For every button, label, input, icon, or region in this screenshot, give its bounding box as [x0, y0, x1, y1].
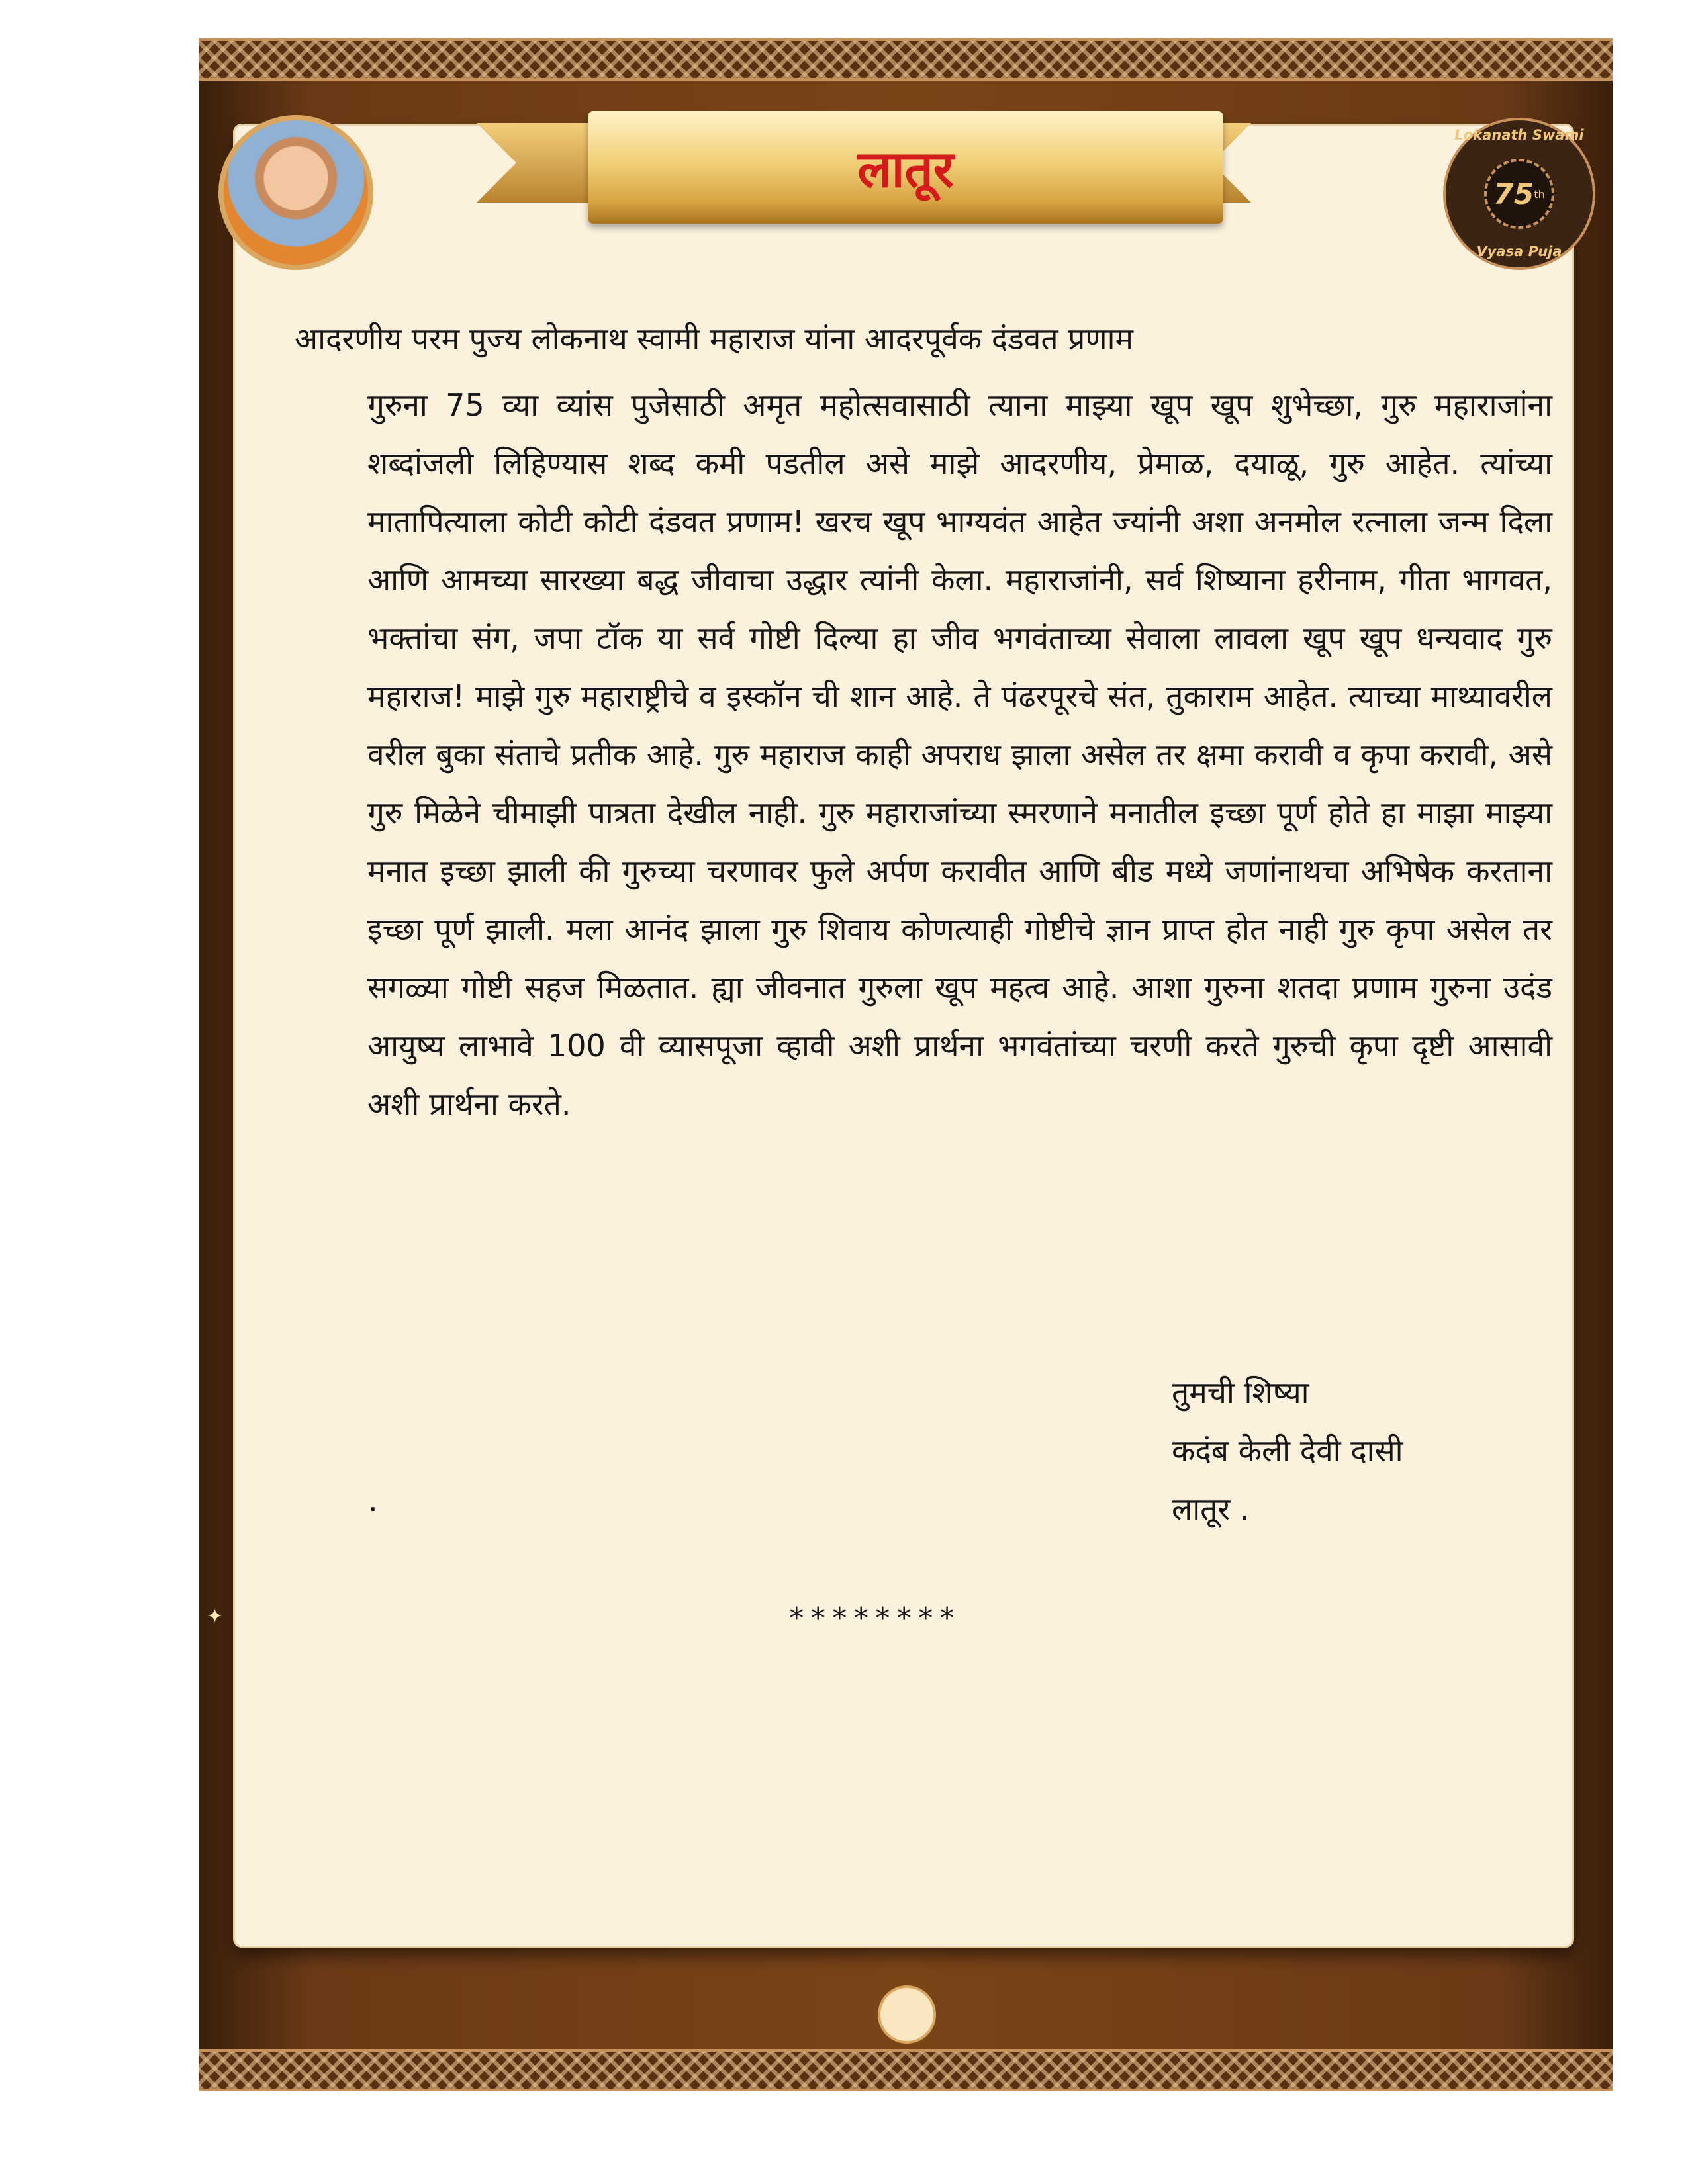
salutation: आदरणीय परम पुज्य लोकनाथ स्वामी महाराज यांना आदरपूर्वक दंडवत प्रणाम [295, 321, 1134, 357]
letter-body: गुरुना 75 व्या व्यांस पुजेसाठी अमृत महोत्सवासाठी त्याना माझ्या खूप खूप शुभेच्छा, गुरु महाराजांना शब्दांजली लिहिण्यास शब्द कमी पडतील असे माझे आदरणीय, प्रेमाळ, दयाळू, गुरु आहेत. त्यांच्या मातापित्याला कोटी कोटी दंडवत प्रणाम! खरच खूप भाग्यवंत आहेत ज्यांनी अशा अनमोल रत्नाला जन्म दिला आणि आमच्या सारख्या बद्ध जीवाचा उद्धार त्यांनी केला. महाराजांनी, सर्व शिष्याना हरीनाम, गीता भागवत, भक्तांचा संग, जपा टॉक या सर्व गोष्टी दिल्या हा जीव भगवंताच्या सेवाला लावला खूप खूप धन्यवाद गुरु महाराज! माझे गुरु महाराष्ट्रीचे व इस्कॉन ची शान आहे. ते पंढरपूरचे संत, तुकाराम आहेत. त्याच्या माथ्यावरील वरील बुका संताचे प्रतीक आहे. गुरु महाराज काही अपराध झाला असेल तर क्षमा करावी व कृपा करावी, असे गुरु मिळेने चीमाझी पात्रता देखील नाही. गुरु महाराजांच्या स्मरणाने मनातील इच्छा पूर्ण होते हा माझा माझ्या मनात इच्छा झाली की गुरुच्या चरणावर फुले अर्पण करावीत आणि बीड मध्ये जणांनाथचा अभिषेक करताना इच्छा पूर्ण झाली. मला आनंद झाला गुरु शिवाय कोणत्याही गोष्टीचे ज्ञान प्राप्त होत नाही गुरु कृपा असेल तर सगळ्या गोष्टी सहज मिळतात. ह्या जीवनात गुरुला खूप महत्व आहे. आशा गुरुना शतदा प्रणाम गुरुना उदंड आयुष्य लाभावे 100 वी व्यासपूजा व्हावी अशी प्रार्थना भगवंतांच्या चरणी करते गुरुची कृपा दृष्टी आसावी अशी प्रार्थना करते. [367, 387, 1552, 1122]
frame-bottom-border [199, 2049, 1613, 2091]
signature-block [1172, 1363, 1403, 1538]
vyasa-puja-seal [1443, 118, 1595, 270]
frame-top-border [199, 38, 1613, 81]
signature-name: कदंब केली देवी दासी [1172, 1433, 1403, 1469]
stray-dot: . [368, 1482, 378, 1518]
letter-content [295, 311, 1552, 1133]
signature-closing: तुमची शिष्या [1172, 1375, 1309, 1410]
signature-place: लातूर . [1172, 1491, 1250, 1527]
title-banner [588, 111, 1223, 224]
seal-suffix: th [1534, 187, 1545, 201]
seal-bottom-text: Vyasa Puja [1476, 244, 1562, 259]
seal-number: 75 [1493, 177, 1534, 211]
seal-top-text: Lokanath Swami [1454, 127, 1584, 143]
seal-inner [1484, 159, 1554, 229]
guru-portrait [218, 115, 373, 270]
sparkle-icon: ✦ [207, 1605, 224, 1628]
separator: ******** [788, 1602, 960, 1635]
page-title: लातूर [857, 139, 954, 199]
scroll-knob [878, 1985, 936, 2044]
